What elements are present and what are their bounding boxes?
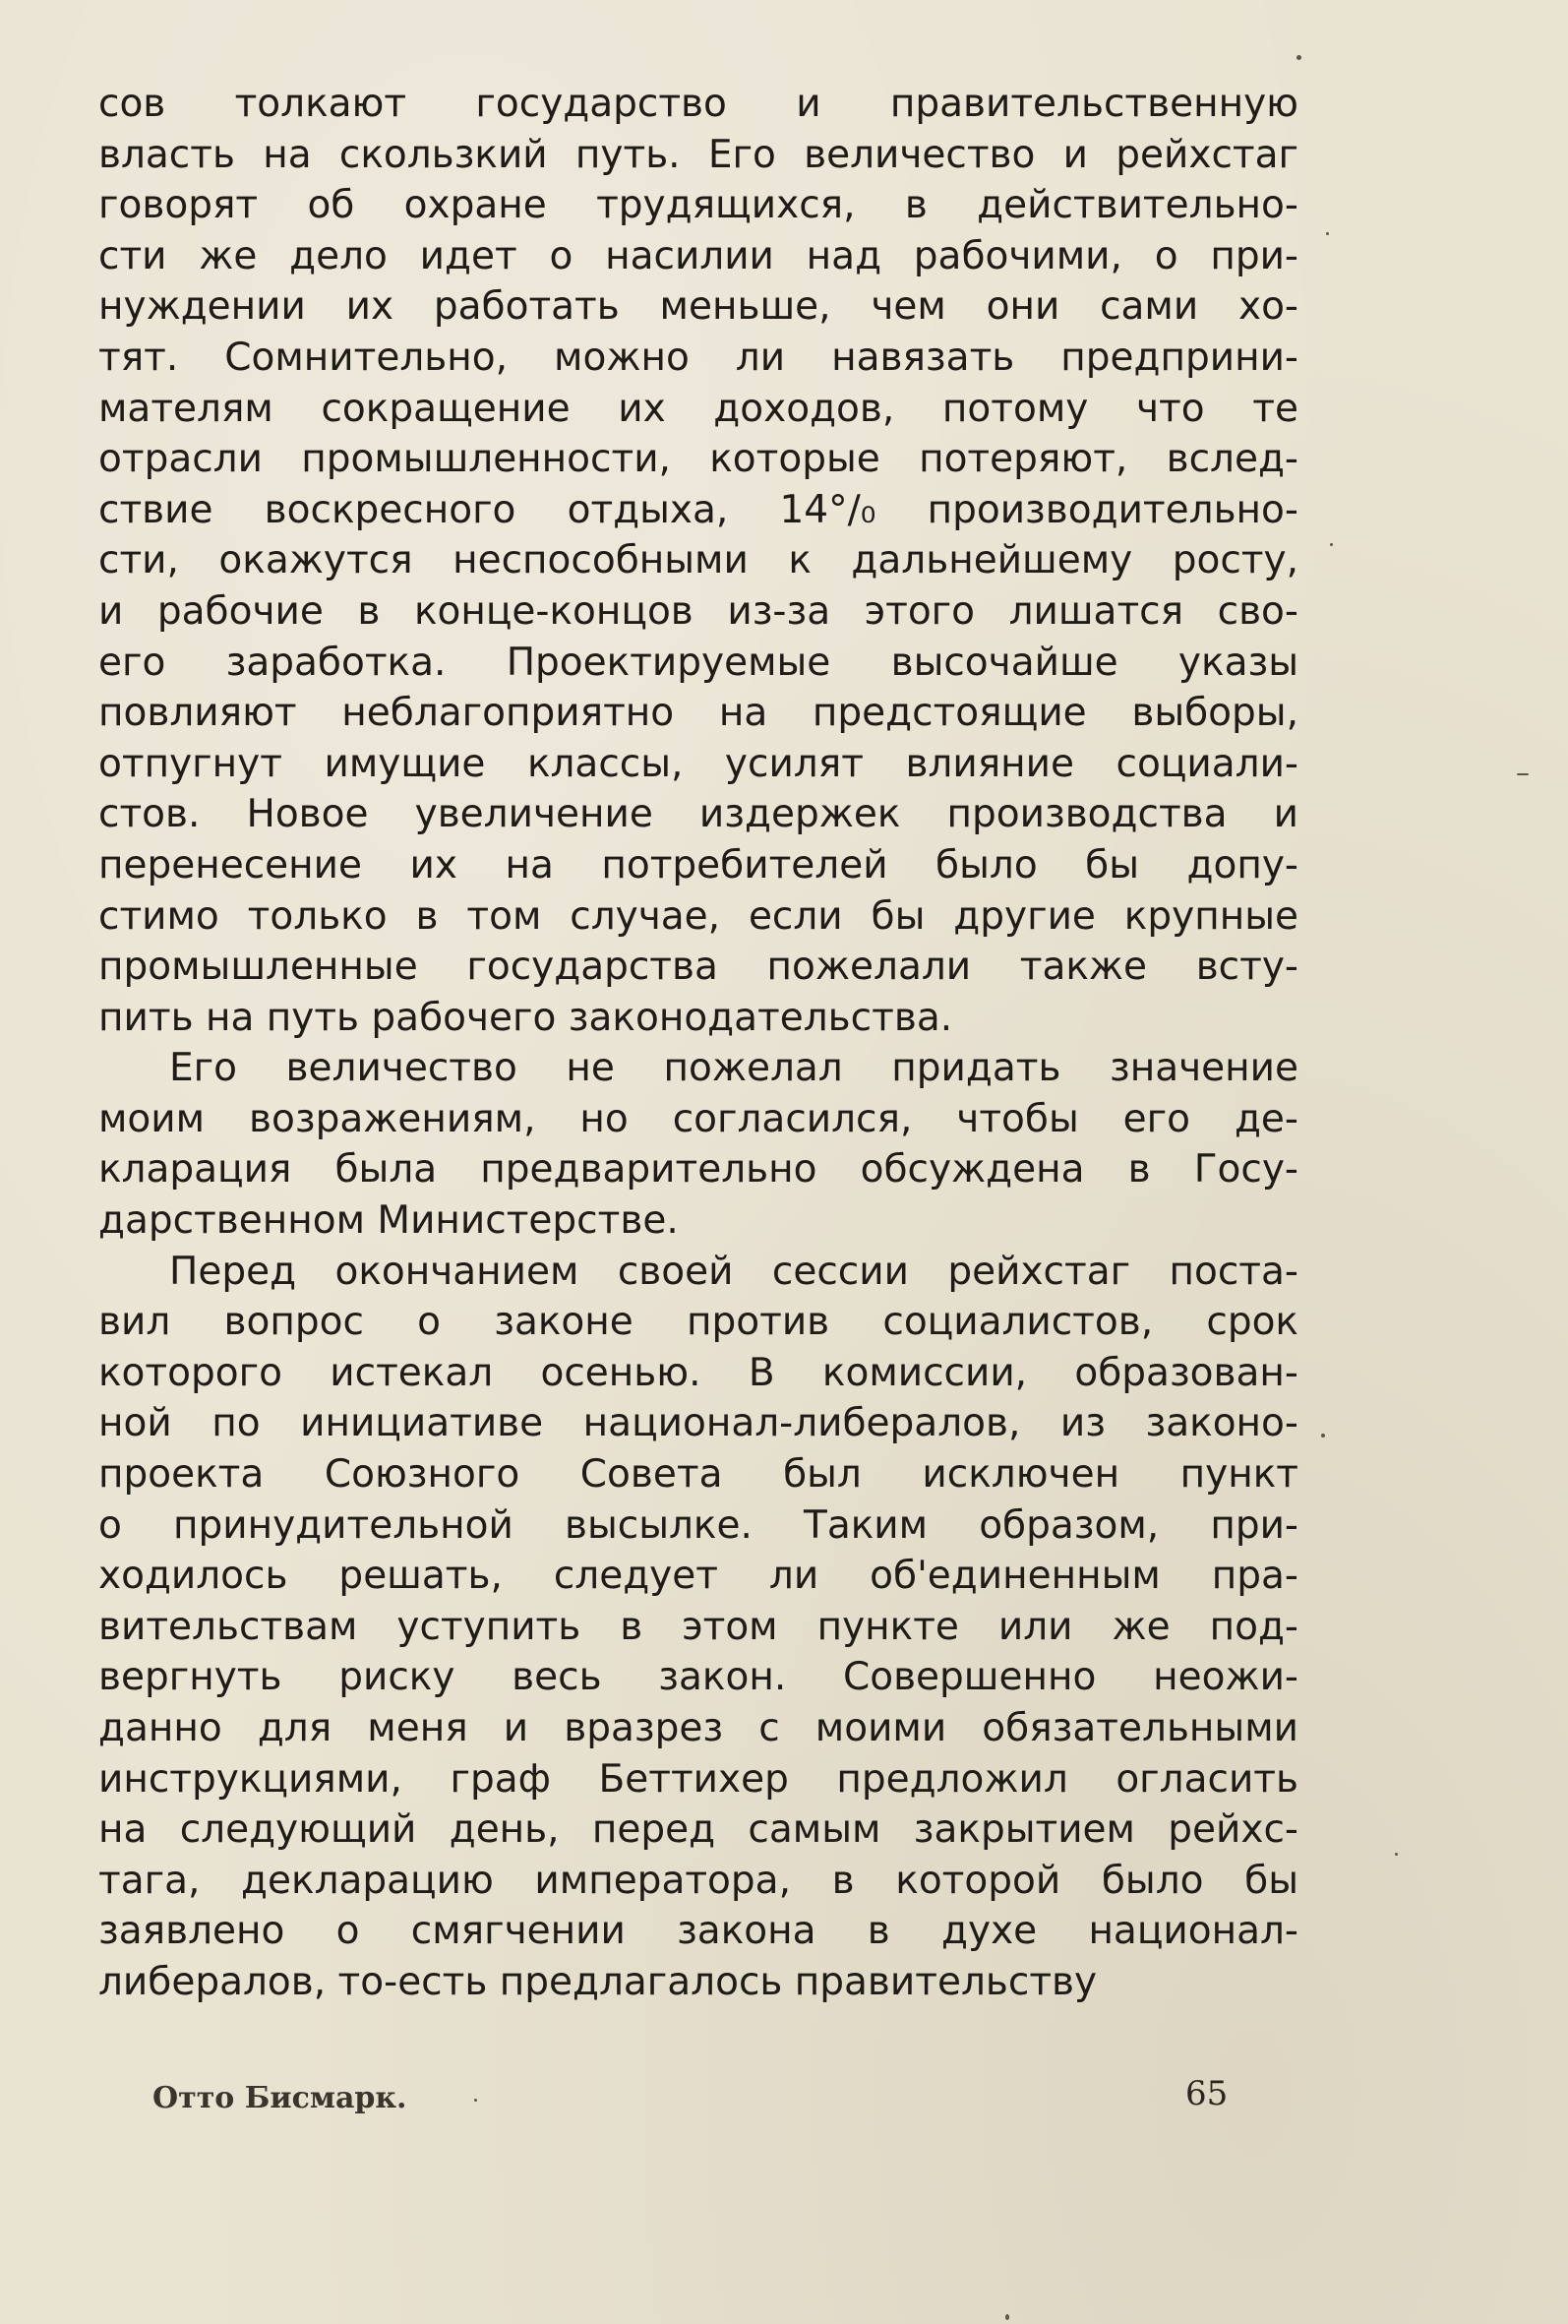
print-speck [1005, 2314, 1009, 2320]
text-line: моим возражениям, но согласился, чтобы его де- [98, 1096, 1298, 1141]
text-line: пить на путь рабочего законодательства. [98, 995, 953, 1040]
print-speck [1330, 543, 1333, 546]
text-line: стов. Новое увеличение издержек производства и [98, 792, 1298, 837]
text-line: ходилось решать, следует ли об'единенным пра- [98, 1554, 1298, 1599]
text-line: отпугнут имущие классы, усилят влияние социали- [98, 741, 1298, 786]
text-line: ной по инициативе национал-либералов, из законо- [98, 1401, 1298, 1446]
page-number: 65 [1185, 2074, 1229, 2113]
print-speck [1321, 1434, 1325, 1437]
text-line: сов толкают государство и правительственную [98, 82, 1298, 126]
text-line: сти, окажутся неспособными к дальнейшему росту, [98, 538, 1298, 583]
text-line: Его величество не пожелал придать значение [169, 1046, 1298, 1091]
text-line: и рабочие в конце-концов из-за этого лишатся сво- [98, 588, 1298, 634]
text-line: вительствам уступить в этом пункте или же под- [98, 1604, 1298, 1649]
print-speck [1326, 232, 1329, 235]
text-line: отрасли промышленности, которые потеряют, вслед- [98, 437, 1298, 482]
text-line: которого истекал осенью. В комиссии, образован- [98, 1350, 1298, 1395]
text-line: вил вопрос о законе против социалистов, срок [98, 1300, 1298, 1345]
text-line: о принудительной высылке. Таким образом, при- [98, 1502, 1298, 1548]
text-line: стимо только в том случае, если бы другие крупные [98, 893, 1298, 939]
text-line: заявлено о смягчении закона в духе национал- [98, 1909, 1298, 1954]
text-line: вергнуть риску весь закон. Совершенно неожи- [98, 1655, 1298, 1700]
text-line: его заработка. Проектируемые высочайше указы [98, 640, 1298, 685]
text-line: инструкциями, граф Беттихер предложил огласить [98, 1756, 1298, 1802]
text-line: кларация была предварительно обсуждена в Госу- [98, 1147, 1298, 1193]
print-speck [1395, 1853, 1398, 1856]
text-line: либералов, то-есть предлагалось правительству [98, 1959, 1098, 2004]
text-line: нуждении их работать меньше, чем они сами хо- [98, 284, 1298, 330]
text-line: ствие воскресного отдыха, 14°/₀ производительно- [98, 487, 1298, 532]
print-speck [474, 2099, 477, 2102]
text-line: на следующий день, перед самым закрытием рейхс- [98, 1807, 1298, 1853]
text-line: Перед окончанием своей сессии рейхстаг поста- [169, 1249, 1298, 1294]
body-text [98, 79, 1298, 2008]
text-line: данно для меня и вразрез с моими обязательными [98, 1706, 1298, 1750]
text-line: промышленные государства пожелали также всту- [98, 945, 1298, 990]
text-line: говорят об охране трудящихся, в действительно- [98, 183, 1298, 228]
print-speck [1297, 55, 1301, 60]
text-line: сти же дело идет о насилии над рабочими, о при- [98, 233, 1298, 278]
text-line: проекта Союзного Совета был исключен пункт [98, 1452, 1298, 1498]
text-line: повлияют неблагоприятно на предстоящие выборы, [98, 691, 1298, 736]
print-speck [1517, 773, 1529, 775]
text-line: тага, декларацию императора, в которой было бы [98, 1858, 1298, 1903]
footer-signature: Отто Бисмарк. [152, 2081, 407, 2115]
text-line: мателям сокращение их доходов, потому что те [98, 386, 1298, 431]
text-line: тят. Сомнительно, можно ли навязать предприни- [98, 335, 1298, 380]
text-line: власть на скользкий путь. Его величество и рейхстаг [98, 132, 1298, 177]
text-line: дарственном Министерстве. [98, 1198, 679, 1244]
text-line: перенесение их на потребителей было бы допу- [98, 842, 1298, 887]
